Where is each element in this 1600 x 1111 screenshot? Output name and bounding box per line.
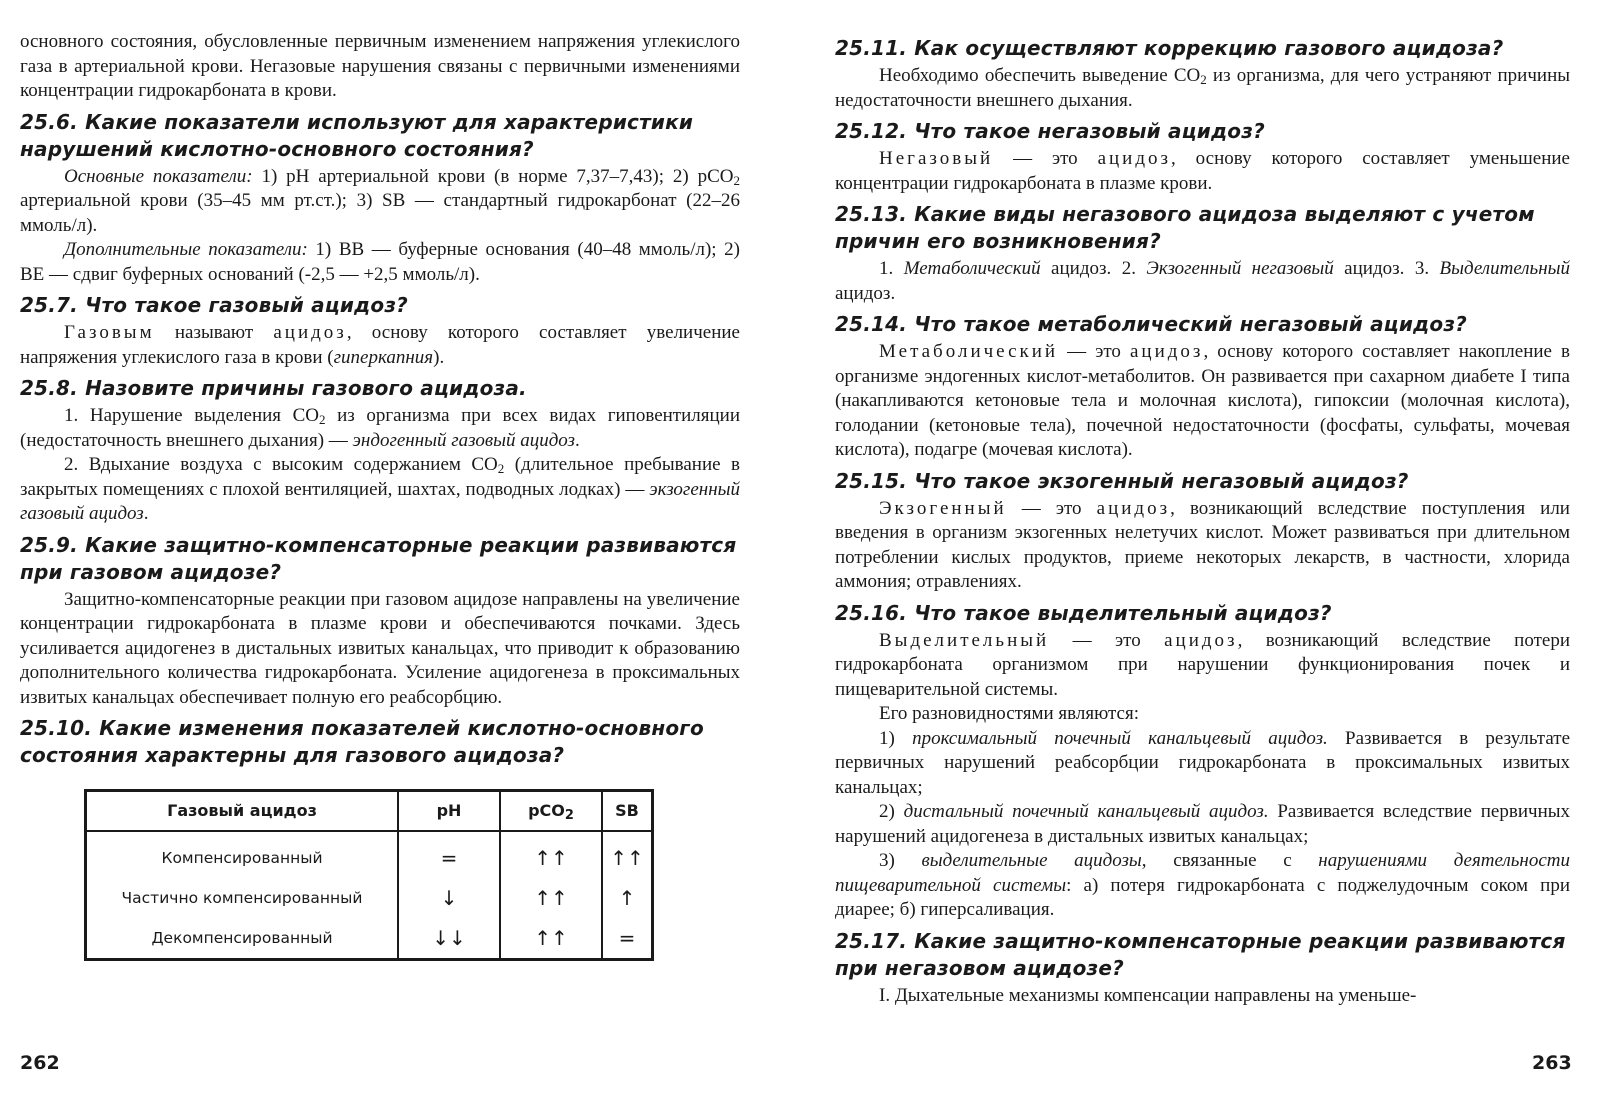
subscript: 2 — [319, 412, 326, 427]
paragraph-25-7 — [20, 321, 740, 370]
table-header-cell: SB — [602, 791, 653, 832]
table-cell: ↓↓ — [398, 918, 500, 960]
text-span: 1. — [879, 258, 904, 279]
right-page — [835, 30, 1570, 1008]
question-25-15: 25.15. Что такое экзогенный негазовый ацидоз? — [835, 468, 1409, 493]
spaced-term: ацидоз — [273, 322, 347, 343]
subscript: 2 — [1200, 72, 1207, 87]
text-span: (длительное пребывание в закрытых помещениях с плохой вентиляцией, шахтах, подводных лодках) — — [20, 454, 740, 500]
text-span: , возникающий вследствие потери гидрокарбоната организмом при нарушении функционирования почек и пищеварительной системы. — [835, 629, 1570, 700]
text-span: , основу которого составляет уменьшение концентрации гидрокарбоната в плазме крови. — [835, 148, 1570, 194]
gas-acidosis-table-wrapper — [84, 789, 740, 961]
question-25-17: 25.17. Какие защитно-компенсаторные реакции развиваются при негазовом ацидозе? — [835, 928, 1566, 980]
paragraph-basic-indicators — [20, 165, 740, 239]
table-header-cell: Газовый ацидоз — [86, 791, 399, 832]
spaced-term: Метаболический — [879, 341, 1059, 362]
italic-term: выделительные ацидозы — [921, 850, 1142, 871]
table-header-cell: pH — [398, 791, 500, 832]
spaced-term: Газовым — [64, 322, 155, 343]
italic-term: гиперкапния — [333, 346, 434, 368]
spaced-term: ацидоз — [1164, 629, 1238, 651]
text-span: называют — [154, 322, 274, 343]
italic-term: Метаболический — [903, 258, 1041, 279]
paragraph-25-15 — [835, 497, 1570, 595]
text-span: 1) — [879, 727, 913, 749]
table-header-cell — [500, 791, 602, 832]
table-row — [86, 918, 653, 960]
table-cell: ↑ — [618, 885, 636, 910]
table-cell: ↑↑ — [610, 845, 644, 870]
page-number-right: 263 — [1532, 1052, 1572, 1074]
paragraph-25-16 — [835, 629, 1570, 703]
text-span: ацидоз. — [835, 282, 896, 304]
italic-term: нарушениями деятельности пищеварительной системы — [835, 850, 1570, 896]
question-25-11: 25.11. Как осуществляют коррекцию газового ацидоза? — [835, 36, 1504, 60]
text-span: 1) рН артериальной крови (в норме 7,37–7,43); 2) рСО — [252, 165, 734, 187]
text-span: 2) — [879, 801, 904, 822]
table-row — [86, 878, 653, 918]
spaced-term: Экзогенный — [879, 497, 1007, 519]
subscript: 2 — [497, 461, 505, 476]
spaced-term: ацидоз — [1097, 148, 1172, 169]
question-25-6: 25.6. Какие показатели используют для характеристики нарушений кислотно-основного состояния? — [20, 109, 694, 161]
text-span: из организма, для чего устраняют причины недостаточности внешнего дыхания. — [835, 65, 1571, 111]
question-25-12: 25.12. Что такое негазовый ацидоз? — [835, 119, 1265, 143]
text-span: : а) потеря гидрокарбоната с поджелудочным соком при диарее; б) гиперсаливация. — [835, 874, 1570, 920]
text-span: 2. Вдыхание воздуха с высоким содержанием СО — [64, 454, 498, 475]
question-25-14: 25.14. Что такое метаболический негазовый ацидоз? — [835, 312, 1467, 336]
text-span: артериальной крови (35–45 мм рт.ст.); 3) SB — стандартный гидрокарбонат (22–26 ммоль/л). — [20, 190, 740, 236]
text-span: — это — [993, 148, 1098, 169]
table-row — [86, 831, 653, 878]
paragraph-25-16-3 — [835, 849, 1570, 923]
spaced-term: ацидоз — [1130, 341, 1204, 362]
spaced-term: Негазовый — [879, 148, 994, 169]
term-basic-indicators: Основные показатели: — [64, 165, 253, 187]
table-header-row — [86, 791, 653, 832]
paragraph-25-16-1 — [835, 727, 1570, 801]
table-cell: ↑↑ — [500, 878, 602, 918]
paragraph-25-12 — [835, 147, 1570, 196]
text-span: ацидоз. 3. — [1333, 258, 1440, 279]
subscript: 2 — [733, 172, 740, 188]
paragraph-intro: основного состояния, обусловленные первичным изменением напряжения углекислого газа в артериальной крови. Негазовые нарушения связаны с первичными изменениями концентрации гидрокарбоната в крови. — [20, 31, 740, 101]
question-25-13: 25.13. Какие виды негазового ацидоза выделяют с учетом причин его возникновения? — [835, 202, 1535, 253]
paragraph-25-11 — [835, 64, 1570, 113]
table-cell: ↑↑ — [500, 918, 602, 960]
text-span: 1. Нарушение выделения СО — [64, 405, 320, 426]
italic-term: эндогенный газовый ацидоз — [352, 429, 575, 451]
text-span: , основу которого составляет увеличение напряжения углекислого газа в крови ( — [20, 322, 740, 368]
gas-acidosis-table — [84, 789, 654, 961]
paragraph-25-14 — [835, 340, 1570, 463]
header-text: pCO — [528, 800, 565, 820]
text-span: 3) — [879, 850, 922, 871]
italic-term: проксимальный почечный канальцевый ацидоз. — [912, 727, 1328, 749]
spaced-term: ацидоз — [1096, 497, 1171, 519]
text-span: . — [143, 503, 149, 524]
text-span: ацидоз. 2. — [1040, 258, 1147, 279]
page-number-left: 262 — [20, 1052, 60, 1074]
text-span: . — [574, 429, 580, 451]
text-span: ). — [433, 346, 445, 368]
text-span: — это — [1049, 629, 1165, 651]
table-cell: ↓ — [398, 878, 500, 918]
table-cell: Декомпенсированный — [86, 918, 399, 960]
paragraph-extra-indicators — [20, 238, 740, 287]
text-span: Необходимо обеспечить выведение СО — [879, 65, 1201, 86]
question-25-9: 25.9. Какие защитно-компенсаторные реакции развиваются при газовом ацидозе? — [20, 532, 737, 584]
text-span: из организма при всех видах гиповентиляции (недостаточность внешнего дыхания) — — [20, 405, 740, 451]
question-25-10: 25.10. Какие изменения показателей кислотно-основного состояния характерны для газового ацидоза? — [20, 716, 704, 767]
table-cell: ↑↑ — [500, 831, 602, 878]
term-extra-indicators: Дополнительные показатели: — [64, 239, 308, 260]
left-page — [20, 30, 740, 961]
text-span: — это — [1058, 341, 1130, 362]
text-span: , связанные с — [1141, 850, 1319, 871]
paragraph-25-17: I. Дыхательные механизмы компенсации направлены на уменьше- — [879, 984, 1417, 1006]
table-cell: = — [398, 831, 500, 878]
text-span: — это — [1006, 497, 1097, 519]
question-25-7: 25.7. Что такое газовый ацидоз? — [20, 293, 408, 317]
italic-term: Выделительный — [1439, 258, 1570, 279]
italic-term: дистальный почечный канальцевый ацидоз. — [903, 801, 1269, 822]
text-span: , возникающий вследствие поступления или введения в организм экзогенных нелетучих кислот. Может развиваться при длительном потреблении кислых продуктов, приеме некоторых лекарств, в частности, хлорида аммония; отравлениях. — [835, 497, 1570, 592]
paragraph-25-8-2 — [20, 453, 740, 527]
italic-term: Экзогенный негазовый — [1146, 258, 1334, 279]
spaced-term: Выделительный — [879, 629, 1050, 651]
text-span: , основу которого составляет накопление в организме эндогенных кислот-метаболитов. Он развивается при сахарном диабете I типа (накапливаются кетоновые тела и молочная кислота), гипоксии (молочная кислота), голодании (кетоновые тела), почечной недостаточности (фосфаты, сульфаты, мочевая кислота), подагре (мочевая кислота). — [835, 341, 1570, 460]
paragraph-25-13 — [835, 257, 1570, 306]
paragraph-25-9: Защитно-компенсаторные реакции при газовом ацидозе направлены на увеличение концентрации гидрокарбоната в плазме крови и обеспечиваются почками. Здесь усиливается ацидогенез в дистальных извитых канальцах, что приводит к образованию дополнительного количества гидрокарбоната. Усиление ацидогенеза в проксимальных извитых канальцах обеспечивает полную его реабсорбцию. — [20, 588, 740, 708]
italic-term: экзогенный газовый ацидоз — [20, 478, 740, 524]
subscript: 2 — [564, 807, 574, 823]
text-span: Развивается в результате первичных нарушений реабсорбции гидрокарбоната в проксимальных извитых канальцах; — [835, 727, 1571, 798]
table-cell: Компенсированный — [86, 831, 399, 878]
paragraph-25-8-1 — [20, 404, 740, 453]
text-span: Развивается вследствие первичных нарушений ацидогенеза в дистальных извитых канальцах; — [835, 801, 1570, 847]
question-25-16: 25.16. Что такое выделительный ацидоз? — [835, 600, 1332, 625]
table-cell: Частично компенсированный — [86, 878, 399, 918]
paragraph-25-16-2 — [835, 800, 1570, 849]
question-25-8: 25.8. Назовите причины газового ацидоза. — [20, 376, 527, 400]
paragraph-25-16-kinds: Его разновидностями являются: — [879, 703, 1140, 724]
table-cell: = — [618, 925, 636, 950]
text-span: 1) ВВ — буферные основания (40–48 ммоль/л); 2) ВЕ — сдвиг буферных оснований (-2,5 — +2,5 ммоль/л). — [20, 239, 740, 285]
